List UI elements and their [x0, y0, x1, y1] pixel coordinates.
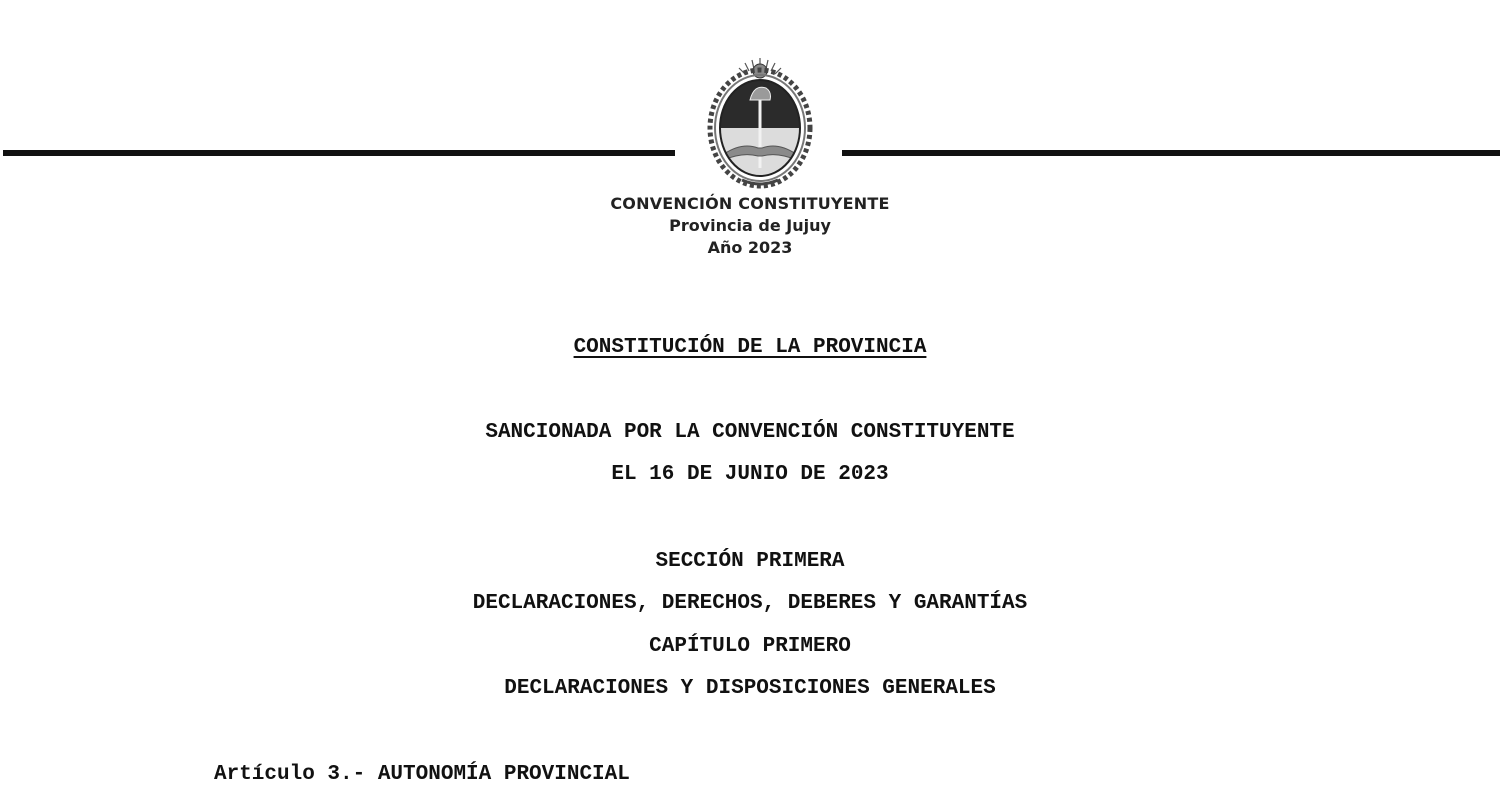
document-title: CONSTITUCIÓN DE LA PROVINCIA: [573, 336, 927, 359]
sanction-line-1: SANCIONADA POR LA CONVENCIÓN CONSTITUYENTE: [485, 421, 1015, 444]
header-rule-left: [3, 150, 675, 156]
letterhead-convention: CONVENCIÓN CONSTITUYENTE: [610, 194, 890, 213]
letterhead-year: Año 2023: [707, 238, 793, 257]
argentine-coat-of-arms-icon: [702, 56, 818, 190]
section-heading: SECCIÓN PRIMERA: [655, 550, 845, 573]
chapter-heading: CAPÍTULO PRIMERO: [649, 635, 851, 658]
header-rule-right: [842, 150, 1500, 156]
letterhead-province: Provincia de Jujuy: [669, 216, 831, 235]
section-title: DECLARACIONES, DERECHOS, DEBERES Y GARANTÍAS: [472, 592, 1028, 615]
sanction-line-2: EL 16 DE JUNIO DE 2023: [611, 463, 889, 486]
article-heading: Artículo 3.- AUTONOMÍA PROVINCIAL: [214, 763, 630, 786]
chapter-title: DECLARACIONES Y DISPOSICIONES GENERALES: [504, 677, 996, 700]
